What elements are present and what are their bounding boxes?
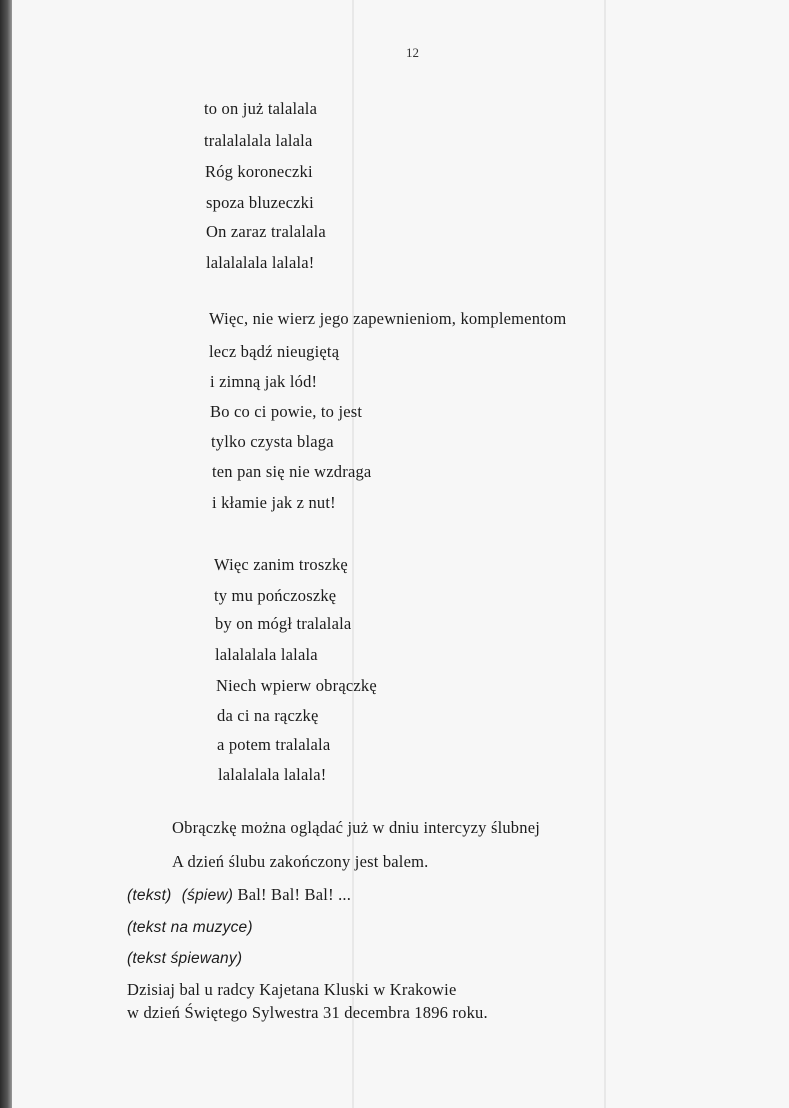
- verse-line: lecz bądź nieugiętą: [209, 342, 340, 361]
- verse-line: On zaraz tralalala: [206, 222, 326, 241]
- verse-line: da ci na rączkę: [217, 706, 319, 725]
- prose-line: A dzień ślubu zakończony jest balem.: [172, 852, 429, 871]
- verse-line: tralalalala lalala: [204, 131, 313, 150]
- verse-line: to on już talalala: [204, 99, 318, 118]
- verse-line: Więc zanim troszkę: [214, 555, 348, 574]
- verse-line: Róg koroneczki: [205, 162, 313, 181]
- closing-line: w dzień Świętego Sylwestra 31 decembra 1896 roku.: [127, 1003, 488, 1022]
- stage-direction-tekst: (tekst): [127, 887, 172, 904]
- scan-edge: [0, 0, 12, 1108]
- stage-direction-spiew: (śpiew): [181, 887, 234, 904]
- verse-line: Więc, nie wierz jego zapewnieniom, komplementom: [209, 309, 567, 328]
- verse-line: i kłamie jak z nut!: [212, 493, 336, 512]
- stage-direction: (tekst na muzyce): [127, 919, 253, 936]
- verse-line: lalalalala lalala!: [218, 765, 327, 784]
- verse-line: ty mu pończoszkę: [214, 586, 337, 605]
- fold-line: [352, 0, 354, 1108]
- verse-line: i zimną jak lód!: [210, 372, 318, 391]
- verse-line: tylko czysta blaga: [211, 432, 334, 451]
- verse-line: Niech wpierw obrączkę: [216, 676, 377, 695]
- verse-line: lalalalala lalala!: [206, 253, 315, 272]
- sung-text: Bal! Bal! Bal! ...: [237, 885, 352, 904]
- fold-line: [604, 0, 606, 1108]
- verse-line: ten pan się nie wzdraga: [212, 462, 372, 481]
- document-page: [12, 0, 789, 1108]
- verse-line: spoza bluzeczki: [206, 193, 314, 212]
- verse-line: a potem tralalala: [217, 735, 331, 754]
- mixed-line: [127, 885, 351, 905]
- prose-line: Obrączkę można oglądać już w dniu intercyzy ślubnej: [172, 818, 541, 837]
- verse-line: by on mógł tralalala: [215, 614, 352, 633]
- page-number: 12: [406, 45, 419, 60]
- closing-line: Dzisiaj bal u radcy Kajetana Kluski w Krakowie: [127, 980, 457, 999]
- verse-line: Bo co ci powie, to jest: [210, 402, 363, 421]
- stage-direction: (tekst śpiewany): [127, 950, 243, 967]
- verse-line: lalalalala lalala: [215, 645, 318, 664]
